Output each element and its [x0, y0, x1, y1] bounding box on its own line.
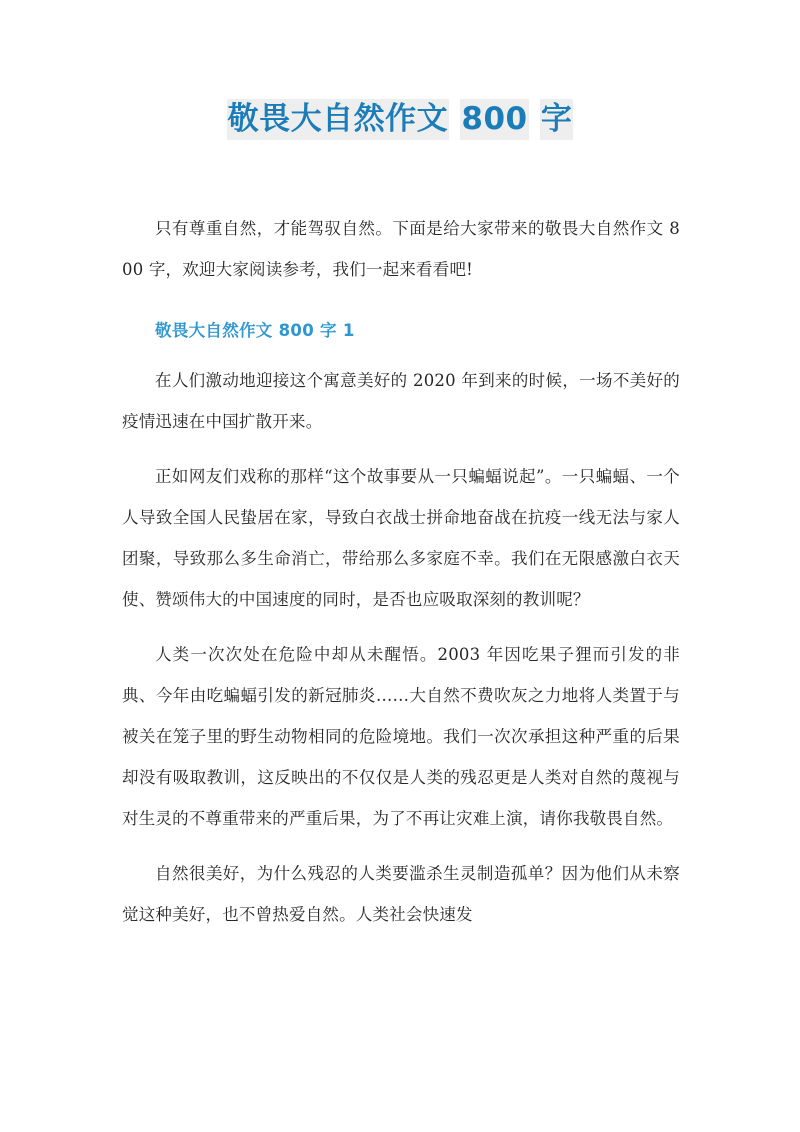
- page-title-segment: [449, 101, 460, 137]
- page-title-segment: 字: [540, 99, 574, 140]
- page-title-segment: 敬畏大自然作文: [227, 99, 450, 140]
- body-paragraph-2: 正如网友们戏称的那样“这个故事要从一只蝙蝠说起”。一只蝙蝠、一个人导致全国人民蛰居在家，导致白衣战士拼命地奋战在抗疫一线无法与家人团聚，导致那么多生命消亡，带给那么多家庭不幸。我们在无限感激白衣天使、赞颂伟大的中国速度的同时，是否也应吸取深刻的教训呢？: [122, 467, 680, 609]
- body-paragraph-3: 人类一次次处在危险中却从未醒悟。2003 年因吃果子狸而引发的非典、今年由吃蝙蝠引发的新冠肺炎……大自然不费吹灰之力地将人类置于与被关在笼子里的野生动物相同的危险境地。我们一次次承担这种严重的后果却没有吸取教训，这反映出的不仅仅是人类的残忍更是人类对自然的蔑视与对生灵的不尊重带来的严重后果，为了不再让灾难上演，请你我敬畏自然。: [122, 645, 680, 828]
- page-title: [0, 96, 800, 142]
- body-paragraph-1: 在人们激动地迎接这个寓意美好的 2020 年到来的时候，一场不美好的疫情迅速在中国扩散开来。: [122, 371, 680, 431]
- page-title-segment: [529, 101, 540, 137]
- section-heading-1: 敬畏大自然作文 800 字 1: [155, 321, 355, 340]
- document-body: [122, 208, 680, 935]
- body-paragraph-4: 自然很美好，为什么残忍的人类要滥杀生灵制造孤单？因为他们从未察觉这种美好，也不曾热爱自然。人类社会快速发: [122, 864, 680, 924]
- page-title-segment: 800: [460, 99, 528, 140]
- intro-paragraph: 只有尊重自然，才能驾驭自然。下面是给大家带来的敬畏大自然作文 800 字，欢迎大家阅读参考，我们一起来看看吧!: [122, 219, 680, 279]
